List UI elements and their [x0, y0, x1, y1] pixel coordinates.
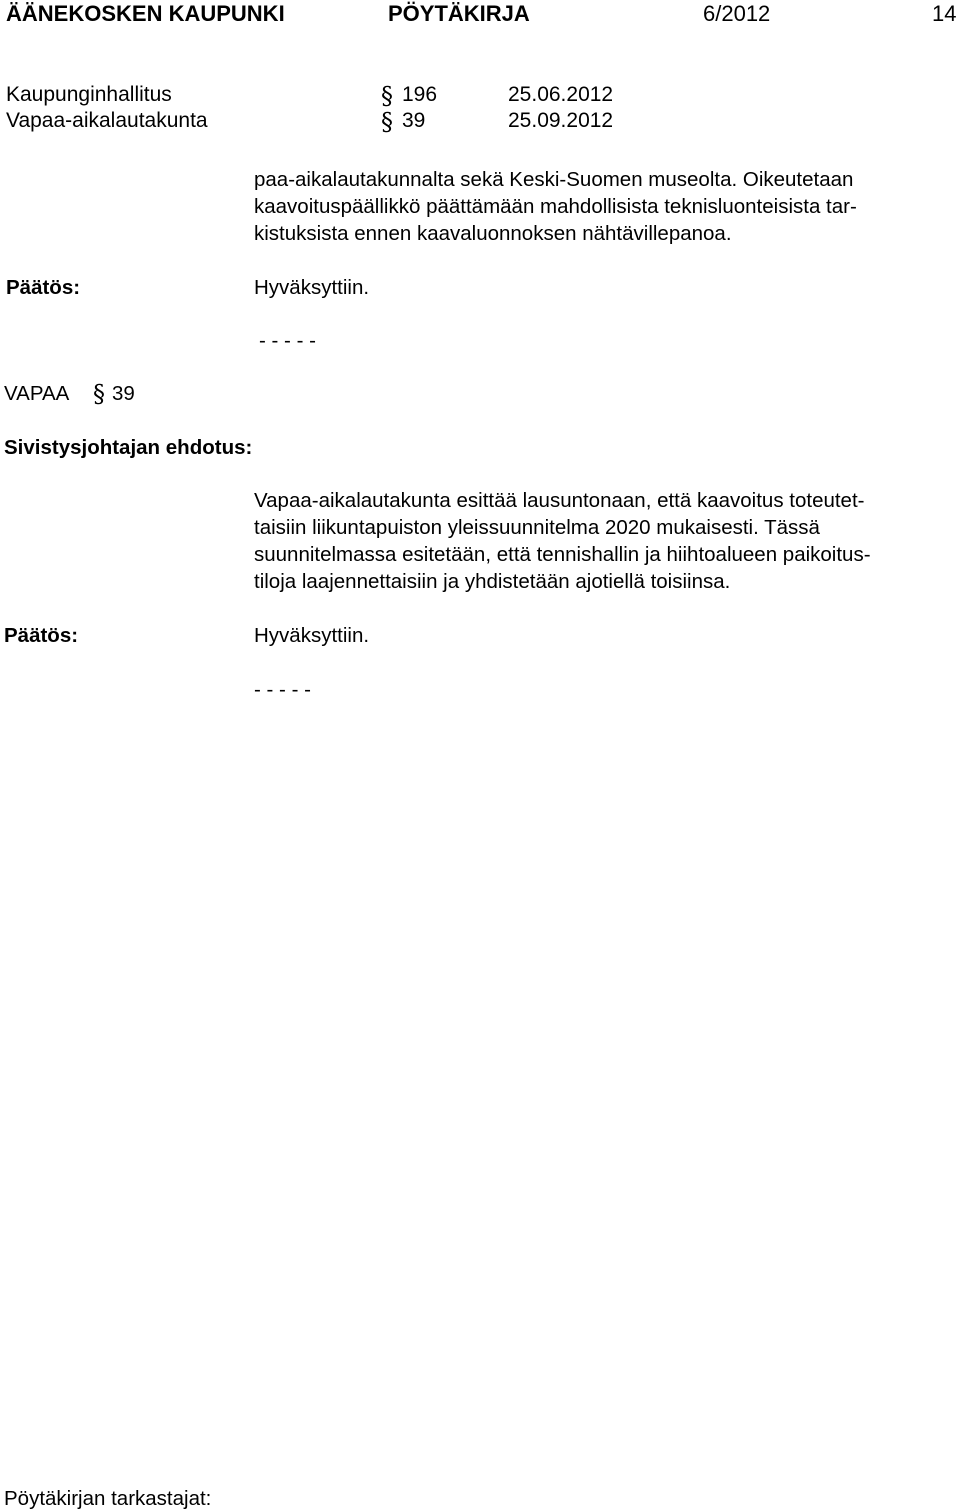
paragraph-line: Vapaa-aikalautakunta esittää lausuntonaan, että kaavoitus toteutet-	[254, 489, 865, 512]
section-symbol: §	[381, 108, 393, 136]
paragraph-line: tiloja laajennettaisiin ja yhdistetään ajotiellä toisiinsa.	[254, 570, 731, 593]
decision-label: Päätös:	[6, 276, 81, 299]
reference-body: Vapaa-aikalautakunta	[6, 109, 208, 132]
page-number: 14	[932, 1, 957, 26]
item-code: VAPAA	[4, 382, 70, 405]
reference-date: 25.06.2012	[508, 83, 614, 106]
reviewers-label: Pöytäkirjan tarkastajat:	[4, 1487, 212, 1510]
proposal-paragraph	[254, 487, 954, 595]
reference-section: 196	[402, 83, 438, 106]
paragraph-line: suunnitelmassa esitetään, että tennishallin ja hiihtoalueen paikoitus-	[254, 543, 871, 566]
reference-body: Kaupunginhallitus	[6, 83, 172, 106]
decision-label: Päätös:	[4, 624, 79, 647]
separator: - - - - -	[259, 329, 316, 352]
continued-paragraph	[254, 166, 954, 247]
item-section: 39	[112, 382, 135, 405]
section-symbol: §	[381, 82, 393, 110]
document-number: 6/2012	[703, 1, 771, 26]
decision-text: Hyväksyttiin.	[254, 276, 370, 299]
organization-name: ÄÄNEKOSKEN KAUPUNKI	[6, 1, 285, 26]
reference-date: 25.09.2012	[508, 109, 614, 132]
section-symbol: §	[93, 380, 105, 408]
paragraph-line: paa-aikalautakunnalta sekä Keski-Suomen museolta. Oikeutetaan	[254, 168, 854, 191]
reference-section: 39	[402, 109, 426, 132]
paragraph-line: kistuksista ennen kaavaluonnoksen nähtävillepanoa.	[254, 222, 732, 245]
paragraph-line: kaavoituspäällikkö päättämään mahdollisista teknisluonteisista tar-	[254, 195, 857, 218]
document-type: PÖYTÄKIRJA	[388, 1, 530, 26]
separator: - - - - -	[254, 678, 311, 701]
proposal-label: Sivistysjohtajan ehdotus:	[4, 436, 253, 459]
decision-text: Hyväksyttiin.	[254, 624, 370, 647]
paragraph-line: taisiin liikuntapuiston yleissuunnitelma 2020 mukaisesti. Tässä	[254, 516, 820, 539]
